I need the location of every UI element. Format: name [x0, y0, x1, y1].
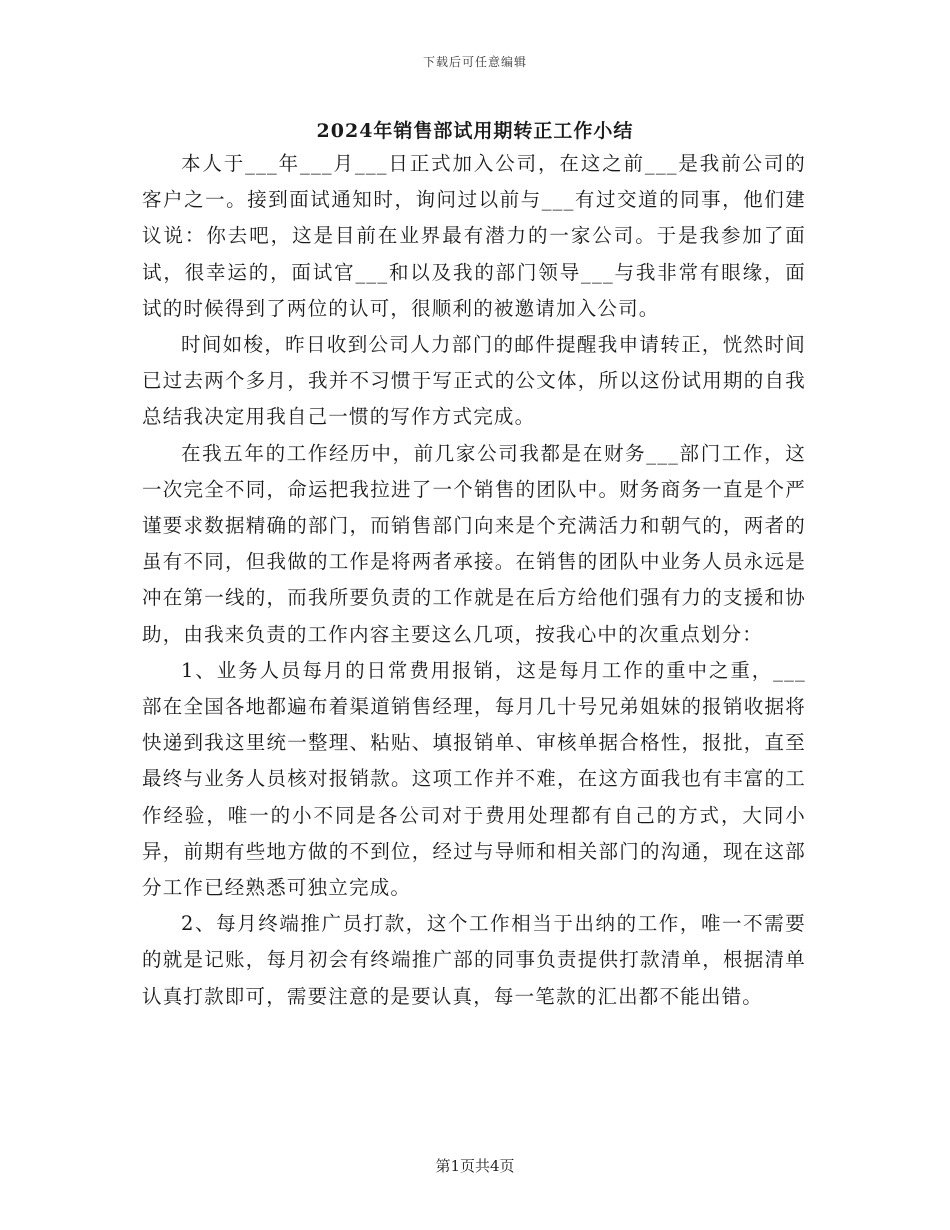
document-title: 2024年销售部试用期转正工作小结 [316, 120, 634, 142]
document-body [142, 146, 806, 1015]
paragraph: 时间如梭，昨日收到公司人力部门的邮件提醒我申请转正，恍然时间已过去两个多月，我并不习惯于写正式的公文体，所以这份试用期的自我总结我决定用我自己一惯的写作方式完成。 [142, 333, 806, 429]
page-footer: 第1页共4页 [435, 1157, 515, 1175]
paragraph: 本人于___年___月___日正式加入公司，在这之前___是我前公司的客户之一。接到面试通知时，询问过以前与___有过交道的同事，他们建议说：你去吧，这是目前在业界最有潜力的一家公司。于是我参加了面试，很幸运的，面试官___和以及我的部门领导___与我非常有眼缘，面试的时候得到了两位的认可，很顺利的被邀请加入公司。 [142, 152, 806, 320]
paragraph: 1、业务人员每月的日常费用报销，这是每月工作的重中之重，___部在全国各地都遍布着渠道销售经理，每月几十号兄弟姐妹的报销收据将快递到我这里统一整理、粘贴、填报销单、审核单据合格性，报批，直至最终与业务人员核对报销款。这项工作并不难，在这方面我也有丰富的工作经验，唯一的小不同是各公司对于费用处理都有自己的方式，大同小异，前期有些地方做的不到位，经过与导师和相关部门的沟通，现在这部分工作已经熟悉可独立完成。 [142, 658, 806, 900]
paragraph: 2、每月终端推广员打款，这个工作相当于出纳的工作，唯一不需要的就是记账，每月初会有终端推广部的同事负责提供打款清单，根据清单认真打款即可，需要注意的是要认真，每一笔款的汇出都不能出错。 [142, 912, 806, 1008]
paragraph: 在我五年的工作经历中，前几家公司我都是在财务___部门工作，这一次完全不同，命运把我拉进了一个销售的团队中。财务商务一直是个严谨要求数据精确的部门，而销售部门向来是个充满活力和朝气的，两者的虽有不同，但我做的工作是将两者承接。在销售的团队中业务人员永远是冲在第一线的，而我所要负责的工作就是在后方给他们强有力的支援和协助，由我来负责的工作内容主要这么几项，按我心中的次重点划分： [142, 441, 806, 646]
header-note: 下载后可任意编辑 [422, 55, 527, 69]
